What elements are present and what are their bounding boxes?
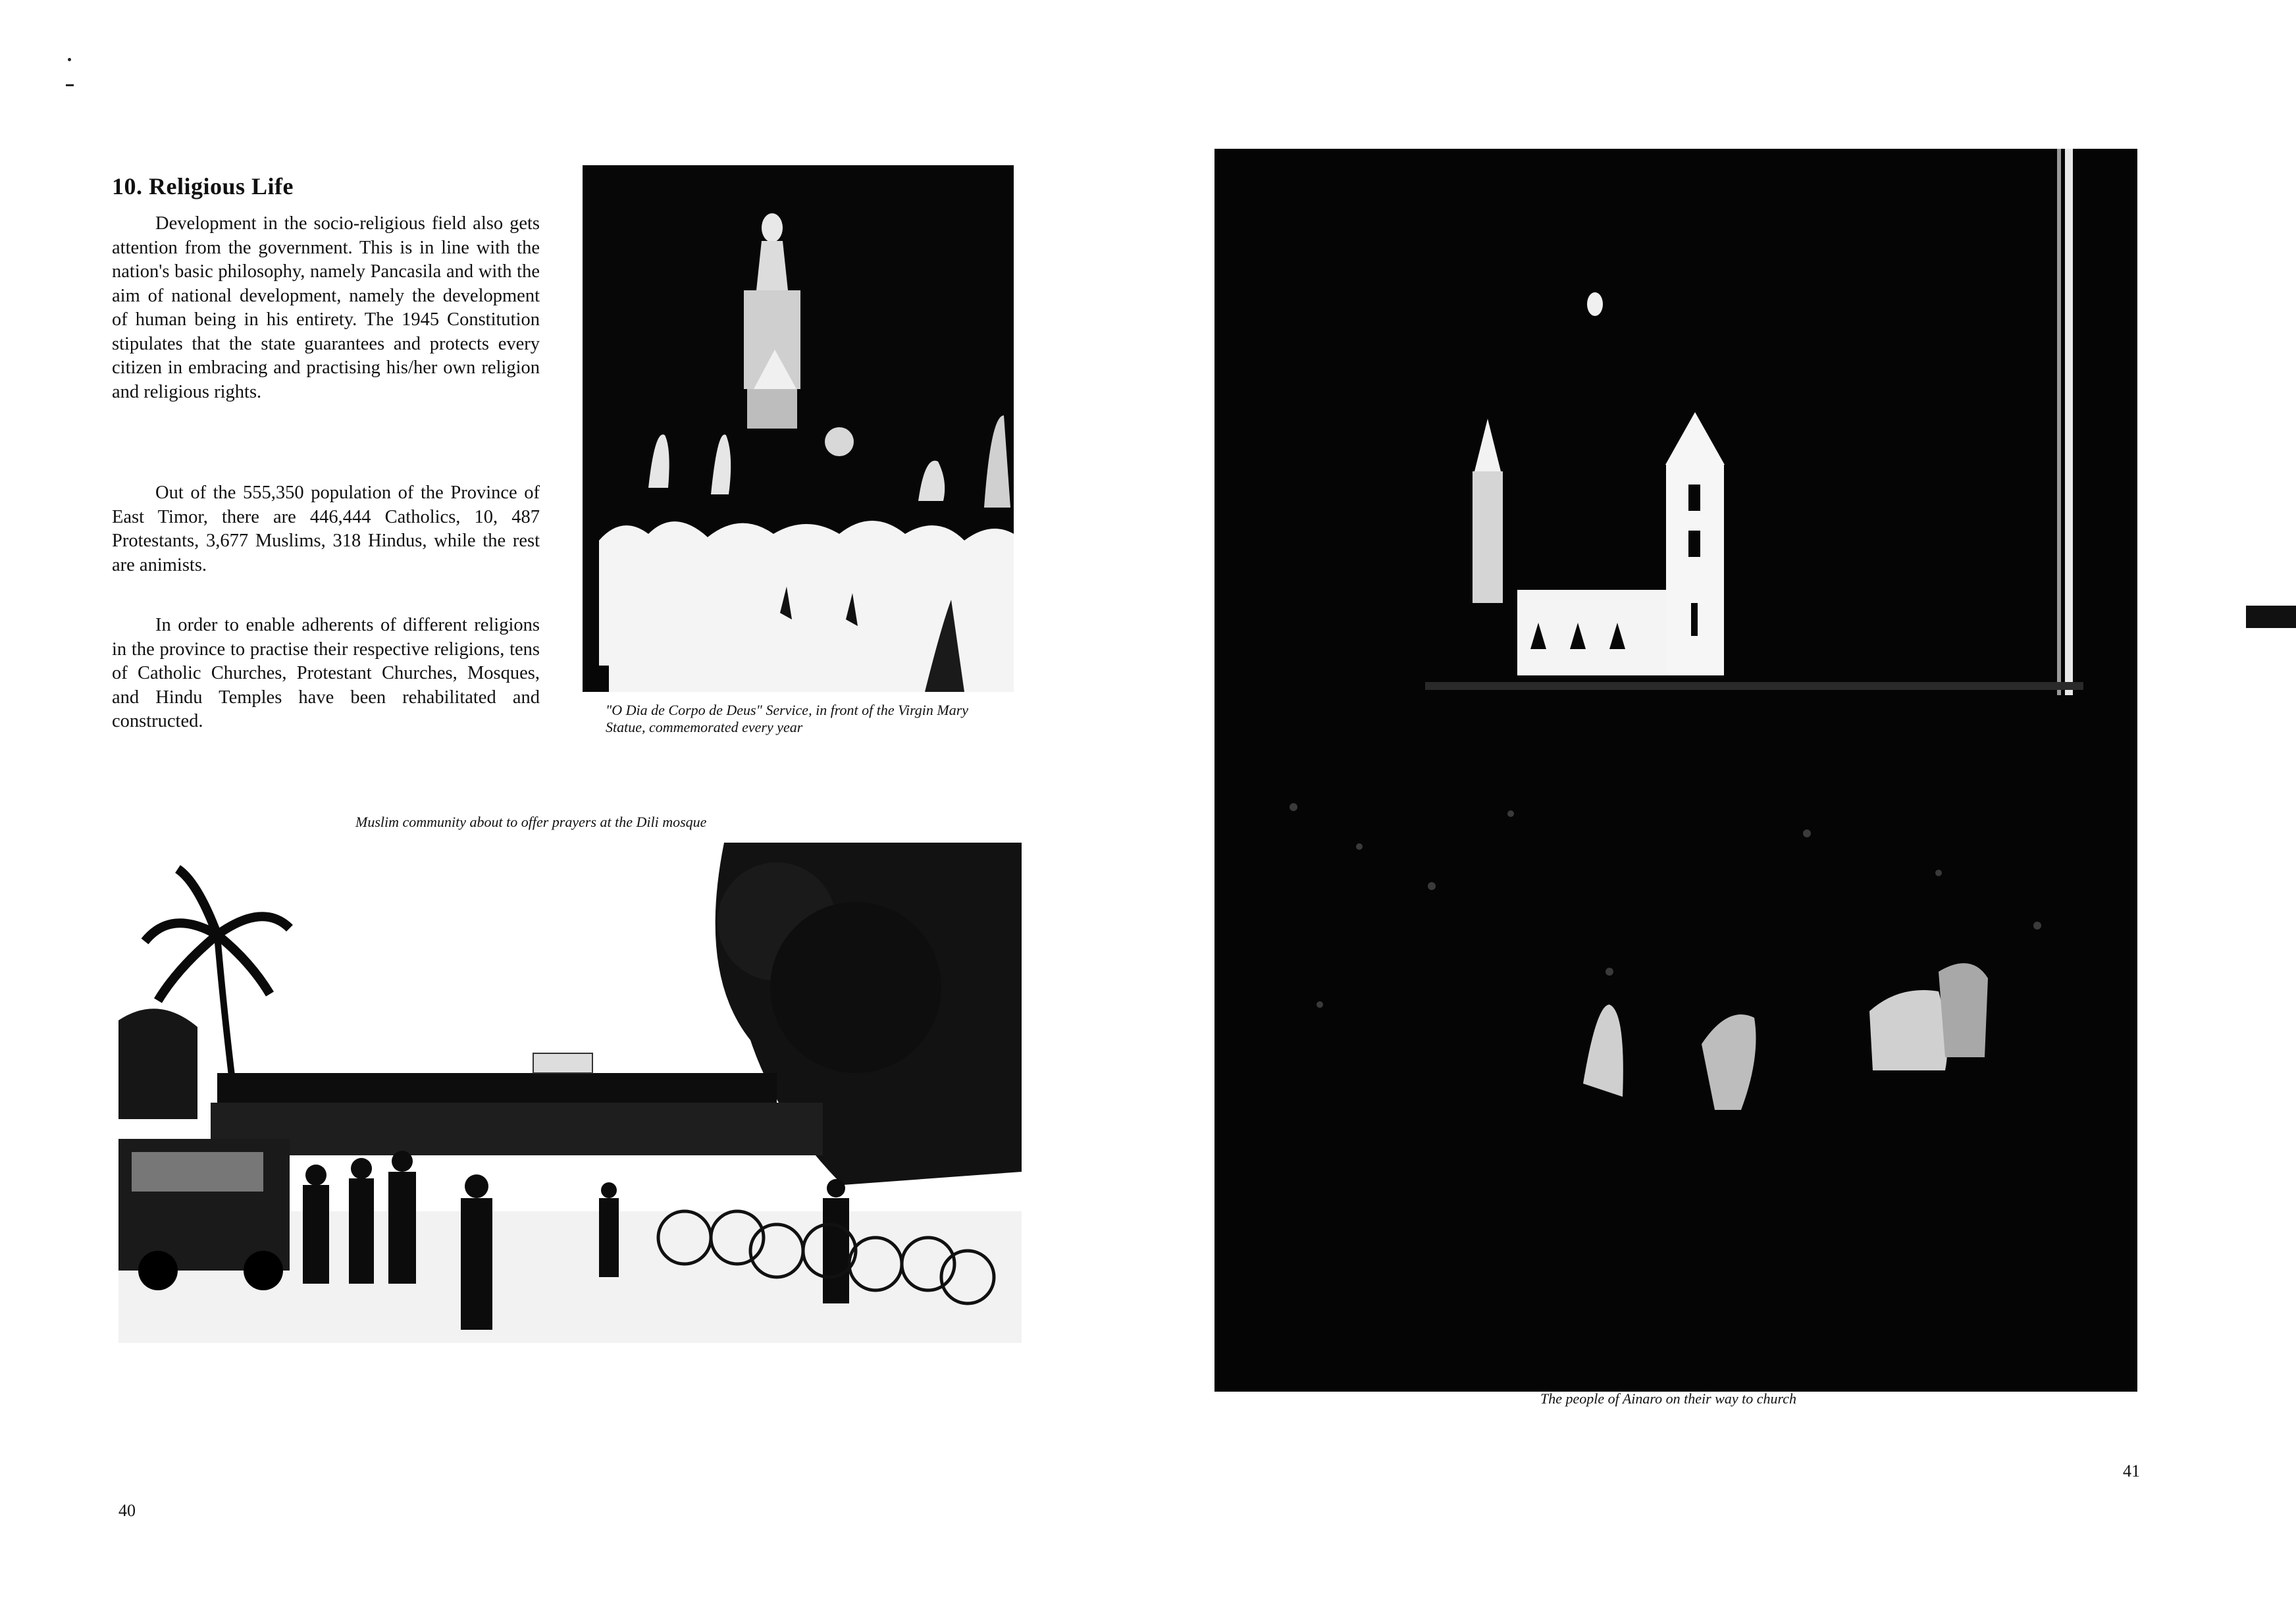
paragraph-churches: In order to enable adherents of different religions in the province to practise their respective religions, tens of Catholic Churches, Protestant Churches, Mosques, and Hindu Temples have been rehabilitated and constructed. [112,615,540,731]
paragraph-population: Out of the 555,350 population of the Province of East Timor, there are 446,444 Catholics, 10, 487 Protestants, 3,677 Muslims, 318 Hindus, while the rest are animists. [112,483,540,575]
paragraph-development: Development in the socio-religious field also gets attention from the government. This is in line with the nation's basic philosophy, namely Pancasila and with the aim of national development, namely the development of human being in his entirety. The 1945 Constitution stipulates that the state guarantees and protects every citizen in embracing and practising his/her own religion and religious rights. [112,213,540,402]
section-heading: 10. Religious Life [112,173,294,199]
mosque-caption: Muslim community about to offer prayers at the Dili mosque [355,814,707,830]
church-photo [1214,149,2137,1392]
church-photo-drawing [1214,149,2137,1392]
statue-caption: "O Dia de Corpo de Deus" Service, in front of the Virgin Mary Statue, commemorated every year [606,702,969,735]
church-caption: The people of Ainaro on their way to church [1540,1390,1797,1407]
scan-speck [68,58,71,61]
scan-speck [66,84,74,86]
left-page-number: 40 [118,1501,136,1520]
right-page-number: 41 [2123,1461,2140,1481]
statue-photo [583,165,1014,692]
mosque-photo [118,843,1022,1343]
scan-edge-mark [2246,606,2296,628]
mosque-photo-drawing [118,843,1022,1343]
statue-photo-drawing [583,165,1014,692]
